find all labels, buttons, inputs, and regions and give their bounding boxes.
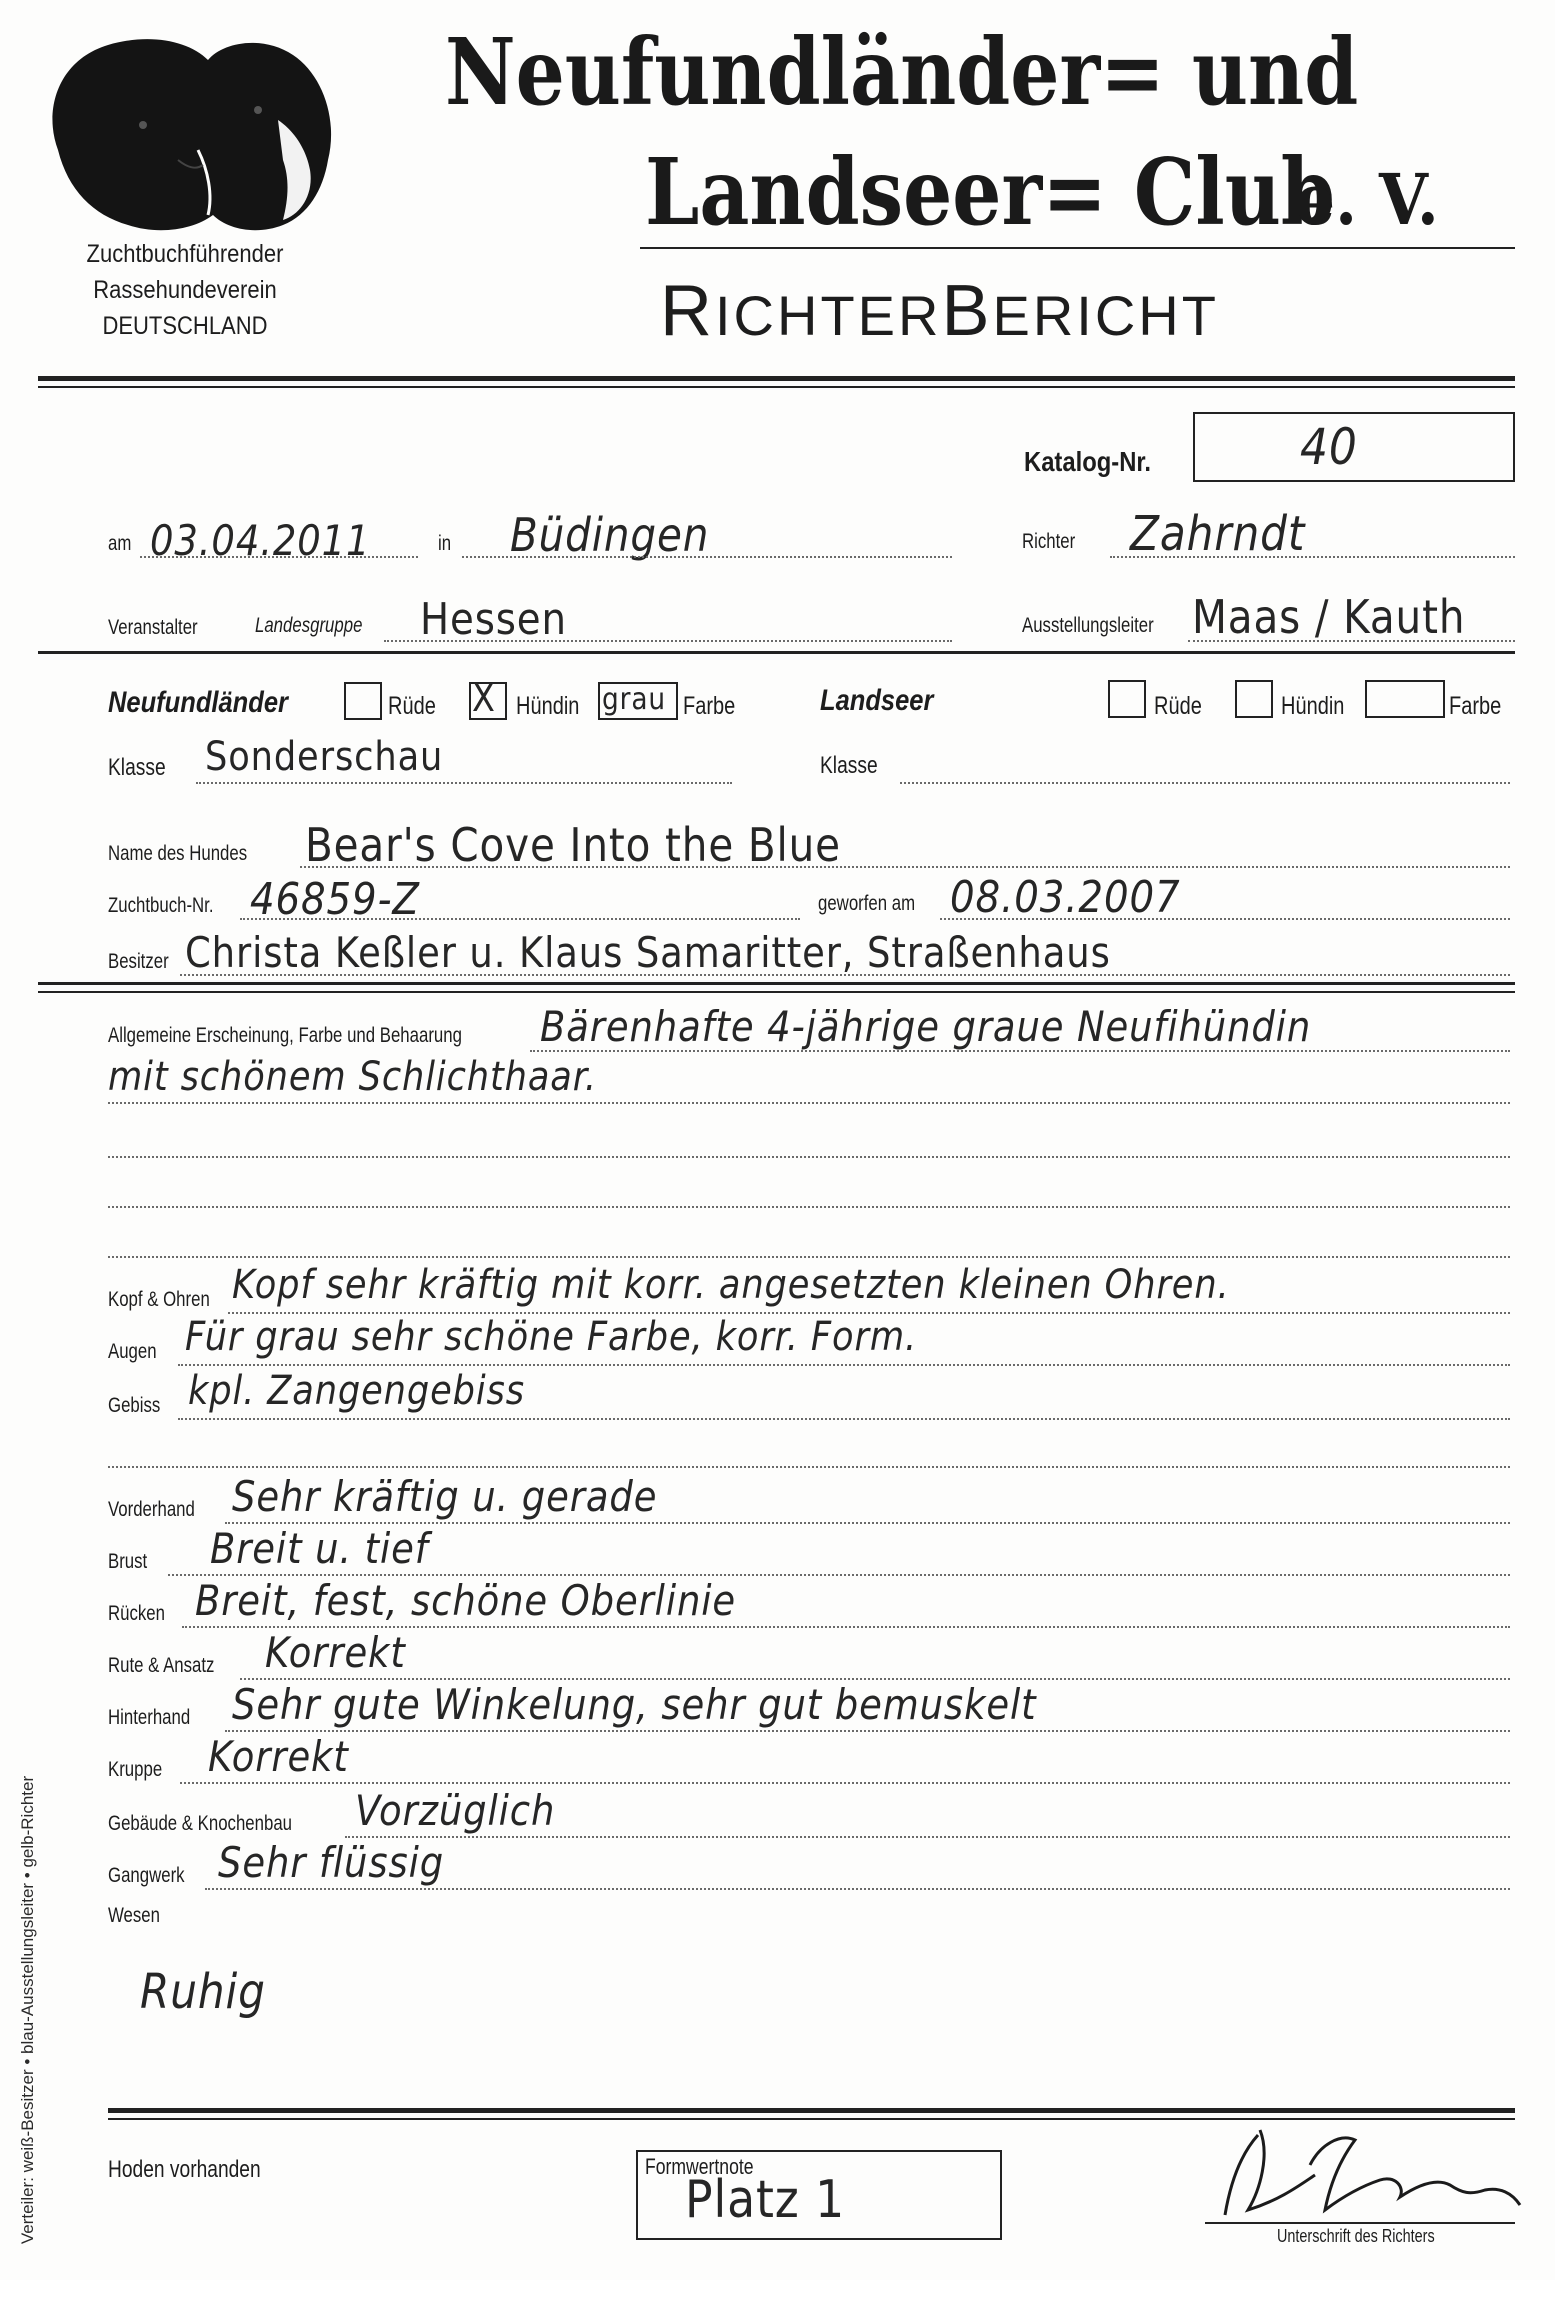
brust-value: Breit u. tief [210, 1524, 429, 1573]
ls-hundin-checkbox[interactable] [1235, 680, 1273, 718]
allgemein-line-2: mit schönem Schlichthaar. [108, 1054, 597, 1100]
neu-farbe-value: grau [602, 682, 667, 717]
richter-value: Zahrndt [1130, 506, 1306, 562]
hinterhand-line [225, 1730, 1510, 1732]
landesgruppe-value: Hessen [420, 594, 567, 645]
allgemein-line [530, 1050, 1510, 1052]
gebaude-label: Gebäude & Knochenbau [108, 1812, 293, 1835]
geworfen-value: 08.03.2007 [950, 872, 1181, 923]
ls-klasse-line [900, 782, 1510, 784]
in-label: in [438, 532, 452, 555]
club-line-1: Zuchtbuchführender [86, 240, 284, 268]
judge-signature-icon [1200, 2115, 1540, 2235]
brust-label: Brust [108, 1550, 148, 1573]
ruled-line-5 [108, 1256, 1510, 1258]
ausstellungsleiter-value: Maas / Kauth [1192, 590, 1466, 644]
signature-line [1205, 2222, 1515, 2224]
club-title-line-2: Landseer= Club [645, 138, 1335, 246]
gebiss-value: kpl. Zangengebiss [188, 1368, 525, 1414]
kruppe-value: Korrekt [208, 1732, 349, 1781]
kopf-label: Kopf & Ohren [108, 1288, 210, 1311]
kopf-value: Kopf sehr kräftig mit korr. angesetzten kleinen Ohren. [232, 1262, 1230, 1308]
formwert-value: Platz 1 [685, 2170, 846, 2230]
name-label: Name des Hundes [108, 842, 248, 865]
richter-line [1110, 556, 1515, 558]
besitzer-line [180, 974, 1510, 976]
name-value: Bear's Cove Into the Blue [305, 818, 841, 872]
header-divider-thick [38, 376, 1515, 381]
ruled-line-4 [108, 1206, 1510, 1208]
club-title-line-1: Neufundländer= und [445, 18, 1359, 126]
owner-divider-thin [38, 991, 1515, 993]
besitzer-label: Besitzer [108, 950, 169, 973]
catalog-number: 40 [1300, 418, 1358, 476]
am-value: 03.04.2011 [150, 516, 371, 565]
neu-rude-checkbox[interactable] [344, 682, 382, 720]
gangwerk-line [205, 1888, 1510, 1890]
formwert-label: Formwertnote [645, 2154, 754, 2179]
augen-line [178, 1364, 1510, 1366]
neu-rude-label: Rüde [388, 692, 436, 720]
allgemein-line-1: Bärenhafte 4-jährige graue Neufihündin [540, 1002, 1312, 1051]
ls-farbe-label: Farbe [1449, 692, 1502, 720]
landseer-label: Landseer [820, 684, 934, 717]
besitzer-value: Christa Keßler u. Klaus Samaritter, Straßenhaus [185, 928, 1111, 977]
hoden-label: Hoden vorhanden [108, 2156, 261, 2183]
klasse-label: Klasse [108, 754, 166, 781]
gebaude-line [345, 1836, 1510, 1838]
unterschrift-label: Unterschrift des Richters [1277, 2226, 1435, 2246]
neu-hundin-label: Hündin [516, 692, 580, 720]
rucken-label: Rücken [108, 1602, 165, 1625]
ruled-line-gebiss-2 [108, 1466, 1510, 1468]
rute-label: Rute & Ansatz [108, 1654, 215, 1677]
ausstellungsleiter-label: Ausstellungsleiter [1022, 614, 1154, 637]
club-subtitle [57, 236, 312, 344]
gebiss-line [178, 1418, 1510, 1420]
kruppe-label: Kruppe [108, 1758, 163, 1781]
gangwerk-label: Gangwerk [108, 1864, 185, 1887]
ausstellungsleiter-line [1188, 640, 1515, 642]
club-line-2: Rassehundeverein [93, 276, 277, 304]
vorderhand-value: Sehr kräftig u. gerade [232, 1472, 658, 1521]
club-title-suffix: e. V. [1295, 158, 1439, 241]
zuchtbuch-value: 46859-Z [250, 874, 420, 925]
in-value: Büdingen [510, 508, 710, 562]
richter-label: Richter [1022, 530, 1076, 553]
ruled-line-2 [108, 1102, 1510, 1104]
veranstalter-label: Veranstalter [108, 616, 198, 639]
am-line [140, 556, 418, 558]
name-line [300, 866, 1510, 868]
event-divider [38, 651, 1515, 654]
catalog-label: Katalog-Nr. [1024, 446, 1151, 477]
vorderhand-label: Vorderhand [108, 1498, 195, 1521]
kruppe-line [180, 1782, 1510, 1784]
ruled-line-3 [108, 1156, 1510, 1158]
rucken-value: Breit, fest, schöne Oberlinie [195, 1576, 737, 1625]
owner-divider-thick [38, 982, 1515, 985]
geworfen-label: geworfen am [818, 892, 916, 915]
ls-rude-checkbox[interactable] [1108, 680, 1146, 718]
geworfen-line [940, 918, 1510, 920]
hinterhand-label: Hinterhand [108, 1706, 191, 1729]
report-title: RICHTERBERICHT [660, 271, 1219, 351]
hinterhand-value: Sehr gute Winkelung, sehr gut bemuskelt [232, 1680, 1037, 1729]
neu-farbe-label: Farbe [683, 692, 736, 720]
footer-divider-thick [108, 2108, 1515, 2113]
landesgruppe-line [384, 640, 952, 642]
augen-label: Augen [108, 1340, 157, 1363]
ls-klasse-label: Klasse [820, 752, 878, 779]
rute-value: Korrekt [265, 1628, 406, 1677]
landesgruppe-label: Landesgruppe [255, 614, 363, 637]
ls-rude-label: Rüde [1154, 692, 1202, 720]
augen-value: Für grau sehr schöne Farbe, korr. Form. [185, 1314, 918, 1360]
verteiler-note: Verteiler: weiß-Besitzer • blau-Ausstellungsleiter • gelb-Richter [18, 1775, 37, 2245]
allgemein-label: Allgemeine Erscheinung, Farbe und Behaarung [108, 1024, 462, 1047]
neufundlander-label: Neufundländer [108, 686, 288, 719]
title-underline [640, 247, 1515, 249]
wesen-label: Wesen [108, 1904, 160, 1927]
club-logo-dogs-icon [38, 30, 338, 235]
header-divider-thin [38, 386, 1515, 388]
club-line-3: DEUTSCHLAND [102, 312, 268, 340]
zuchtbuch-label: Zuchtbuch-Nr. [108, 894, 214, 917]
neu-hundin-check-mark: X [472, 676, 496, 720]
in-line [462, 556, 952, 558]
zuchtbuch-line [240, 918, 800, 920]
klasse-value: Sonderschau [205, 734, 444, 780]
wesen-value: Ruhig [140, 1964, 266, 2020]
gebiss-label: Gebiss [108, 1394, 161, 1417]
gebaude-value: Vorzüglich [355, 1786, 556, 1835]
ls-farbe-box[interactable] [1365, 680, 1445, 718]
klasse-line [196, 782, 732, 784]
gangwerk-value: Sehr flüssig [218, 1838, 445, 1887]
am-label: am [108, 532, 132, 555]
ls-hundin-label: Hündin [1281, 692, 1345, 720]
